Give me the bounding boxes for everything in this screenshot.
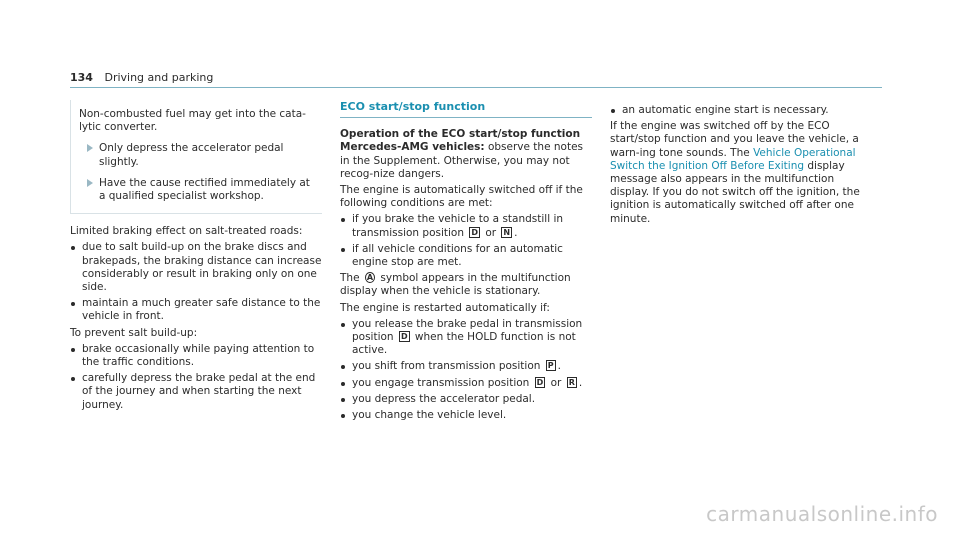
gear-p-symbol: P <box>547 361 554 371</box>
gear-d-symbol: D <box>471 227 478 237</box>
triangle-icon <box>87 144 93 152</box>
gear-r-symbol: R <box>568 377 575 387</box>
symbol-paragraph: The A symbol appears in the multifunction display when the vehicle is stationary. <box>340 272 571 298</box>
eco-section-title: ECO start/stop function <box>340 100 592 118</box>
list-item: you release the brake pedal in transmission position D when the HOLD function is not active. <box>340 318 592 358</box>
gear-d-symbol: D <box>536 377 544 387</box>
operation-paragraph: Operation of the ECO start/stop function Mercedes-AMG vehicles: observe the notes in the Supplement. Otherwise, you may not recog-nize dangers. <box>340 128 584 180</box>
auto-off-paragraph: The engine is automatically switched off if the following conditions are met: <box>340 184 583 210</box>
prevent-title: To prevent salt build-up: <box>70 326 198 339</box>
list-item: you depress the accelerator pedal. <box>340 393 592 406</box>
column-left <box>70 100 322 415</box>
gear-d-symbol: D <box>400 332 408 342</box>
restart-list <box>340 318 592 422</box>
restart-list-continued <box>610 104 862 117</box>
watermark: carmanualsonline.info <box>706 501 938 526</box>
list-item: carefully depress the brake pedal at the end of the journey and when starting the next journey. <box>70 372 322 412</box>
instruction-step: Only depress the accelerator pedal slightly. <box>79 142 314 168</box>
list-item: you shift from transmission position P . <box>340 360 592 373</box>
triangle-icon <box>87 179 93 187</box>
list-item: an automatic engine start is necessary. <box>610 104 862 117</box>
warning-box <box>70 100 322 214</box>
list-item: brake occasionally while paying attention to the traffic conditions. <box>70 343 322 369</box>
list-item: due to salt build-up on the brake discs and brakepads, the braking distance can increase considerably or result in braking only on one side. <box>70 241 322 294</box>
header-rule <box>70 87 882 88</box>
prevent-list <box>70 343 322 412</box>
braking-title: Limited braking effect on salt-treated roads: <box>70 225 303 238</box>
list-item: you change the vehicle level. <box>340 409 592 422</box>
gear-n-symbol: N <box>503 227 511 237</box>
section-title: Driving and parking <box>104 71 214 84</box>
list-item: if all vehicle conditions for an automatic engine stop are met. <box>340 243 592 269</box>
warning-tone-paragraph: If the engine was switched off by the ECO start/stop function and you leave the vehicle, a warn-ing tone sounds. The Vehicle Operational Switch the Ignition Off Before Exiting display message also appears in the multifunction display. If you do not switch off the ignition, the ignition is automatically switched off after one minute. <box>610 120 860 225</box>
eco-a-icon: A <box>366 273 374 283</box>
instruction-step: Have the cause rectified immediately at a qualified specialist workshop. <box>79 177 314 203</box>
page-number: 134 <box>70 71 93 84</box>
page-header <box>70 71 213 84</box>
list-item: maintain a much greater safe distance to the vehicle in front. <box>70 297 322 323</box>
braking-list <box>70 241 322 323</box>
warning-intro: Non-combusted fuel may get into the cata-lytic converter. <box>79 108 306 134</box>
conditions-list <box>340 213 592 269</box>
column-middle <box>340 100 592 425</box>
column-right <box>610 104 862 229</box>
restart-title: The engine is restarted automatically if: <box>340 301 550 314</box>
display-message-link[interactable]: Vehicle Operational Switch the Ignition Off Before Exiting <box>610 146 856 172</box>
list-item: if you brake the vehicle to a standstill in transmission position D or N . <box>340 213 592 239</box>
list-item: you engage transmission position D or R . <box>340 377 592 390</box>
